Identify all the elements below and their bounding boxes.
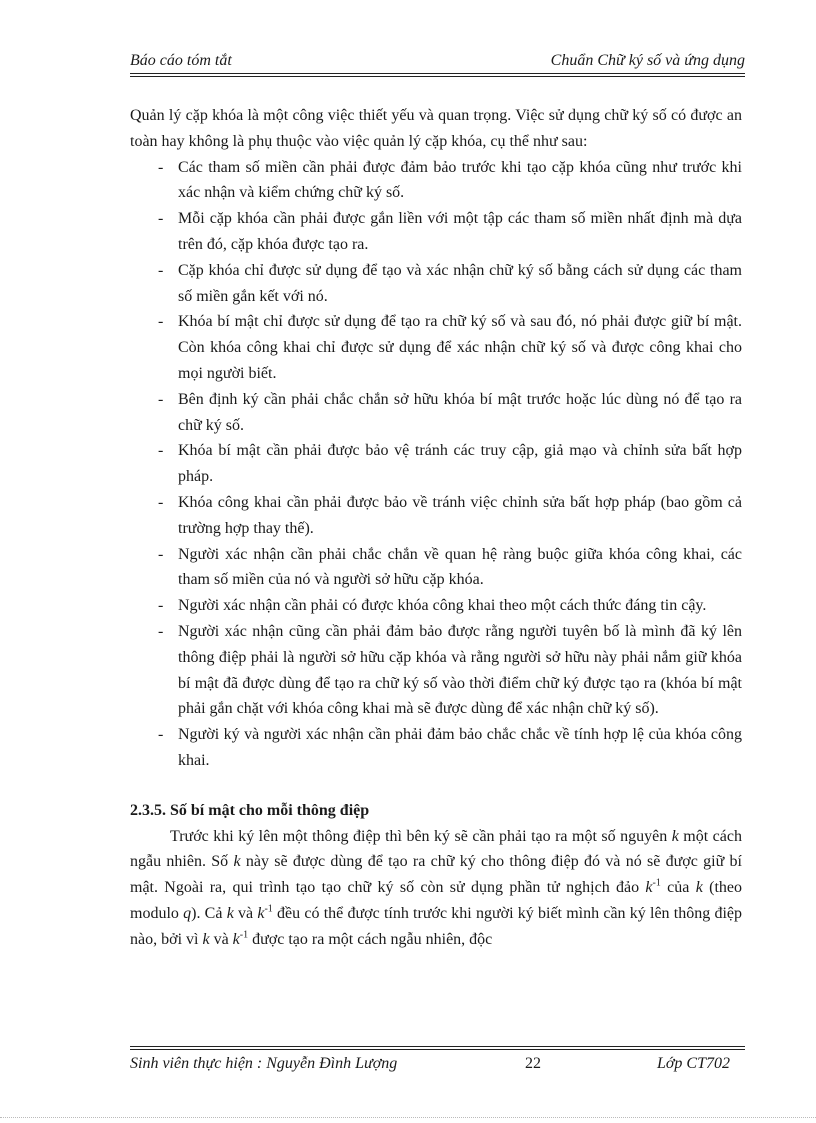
text-run: đều có thể được tính trước khi người ký biết mình cần ký lên thông điệp nào, bởi vì (130, 904, 742, 948)
bullet-dash: - (158, 493, 164, 511)
footer-student: Sinh viên thực hiện : Nguyễn Đình Lượng (130, 1055, 398, 1072)
text-run: (theo modulo (130, 879, 742, 922)
bullet-dash: - (158, 158, 164, 176)
list-item (130, 490, 742, 542)
intro-paragraph: Quản lý cặp khóa là một công việc thiết yếu và quan trọng. Việc sử dụng chữ ký số có được an toàn hay không là phụ thuộc vào việc quản lý cặp khóa, cụ thể như sau: (130, 107, 742, 150)
text-run: này sẽ được dùng để tạo ra chữ ký cho thông điệp đó và nó sẽ được giữ bí mật. Ngoài ra, qui trình tạo tạo chữ ký số còn sử dụng phần tử nghịch đảo (130, 853, 742, 897)
var-k: k (257, 904, 265, 922)
page-boundary (0, 1117, 816, 1118)
section-paragraph (130, 824, 742, 953)
bullet-dash: - (158, 442, 164, 460)
list-item (130, 542, 742, 594)
bullet-dash: - (158, 622, 164, 640)
list-item-text: Người xác nhận cần phải chắc chắn về quan hệ ràng buộc giữa khóa công khai, các tham số miền của nó và người sở hữu cặp khóa. (178, 545, 742, 589)
list-item-text: Người xác nhận cũng cần phải đảm bảo được rằng người tuyên bố là mình đã ký lên thông điệp phải là người sở hữu cặp khóa và rằng người sở hữu này phải nắm giữ khóa bí mật đã được dùng để tạo ra chữ ký số vào thời điểm chữ ký được tạo ra (khóa bí mật phải gắn chặt với khóa công khai mà sẽ được dùng để xác nhận chữ ký số). (178, 622, 742, 718)
superscript: -1 (652, 877, 661, 889)
footer-rule (130, 1046, 745, 1047)
list-item (130, 258, 742, 310)
superscript: -1 (239, 929, 249, 941)
page-header (130, 51, 745, 71)
text-run: Trước khi ký lên một thông điệp thì bên ký sẽ cần phải tạo ra một số nguyên (170, 827, 672, 845)
list-item (130, 722, 742, 774)
text-run: được tạo ra một cách ngẫu nhiên, độc (248, 930, 493, 948)
list-item-text: Cặp khóa chỉ được sử dụng để tạo và xác nhận chữ ký số bằng cách sử dụng các tham số miền gắn kết với nó. (178, 261, 742, 305)
header-right: Chuẩn Chữ ký số và ứng dụng (550, 52, 745, 69)
list-item-text: Khóa bí mật chỉ được sử dụng để tạo ra chữ ký số và sau đó, nó phải được giữ bí mật. Còn khóa công khai chỉ được sử dụng để xác nhận chữ ký số và được công khai cho mọi người biết. (178, 313, 742, 382)
bullet-dash: - (158, 597, 164, 615)
bullet-dash: - (158, 313, 164, 331)
key-management-list (130, 155, 742, 774)
var-k: k (671, 827, 679, 845)
list-item (130, 155, 742, 207)
text-run: ). Cả (191, 904, 227, 922)
page-body (130, 103, 742, 953)
bullet-dash: - (158, 210, 164, 228)
list-item (130, 619, 742, 722)
list-item-text: Các tham số miền cần phải được đảm bảo trước khi tạo cặp khóa cũng như trước khi xác nhận và kiểm chứng chữ ký số. (178, 158, 742, 202)
header-rule-secondary (130, 76, 745, 77)
list-item (130, 593, 742, 619)
header-left: Báo cáo tóm tắt (130, 52, 232, 69)
list-item (130, 309, 742, 386)
list-item (130, 387, 742, 439)
list-item-text: Khóa công khai cần phải được bảo về tránh việc chỉnh sửa bất hợp pháp (bao gồm cả trường hợp thay thế). (178, 493, 742, 537)
bullet-dash: - (158, 545, 164, 563)
var-k: k (695, 879, 703, 897)
list-item-text: Người ký và người xác nhận cần phải đảm bảo chắc chắc về tính hợp lệ của khóa công khai. (178, 726, 742, 769)
footer-class: Lớp CT702 (656, 1055, 730, 1072)
text-run: của (660, 879, 696, 897)
list-item-text: Khóa bí mật cần phải được bảo vệ tránh các truy cập, giả mạo và chỉnh sửa bất hợp pháp. (178, 442, 742, 486)
var-k: k (645, 879, 653, 897)
page-footer (130, 1054, 730, 1076)
text-run: và (209, 930, 233, 948)
header-rule (130, 73, 745, 74)
list-item-text: Người xác nhận cần phải có được khóa công khai theo một cách thức đáng tin cậy. (178, 597, 707, 615)
bullet-dash: - (158, 726, 164, 744)
var-k: k (226, 904, 234, 922)
list-item-text: Bên định ký cần phải chắc chắn sở hữu khóa bí mật trước hoặc lúc dùng nó để tạo ra chữ ký số. (178, 390, 742, 434)
page-number: 22 (525, 1055, 541, 1072)
bullet-dash: - (158, 390, 164, 408)
section-heading: 2.3.5. Số bí mật cho mỗi thông điệp (130, 801, 370, 819)
superscript: -1 (264, 903, 273, 915)
list-item-text: Mỗi cặp khóa cần phải được gắn liền với một tập các tham số miền nhất định mà dựa trên đó, cặp khóa được tạo ra. (178, 210, 742, 253)
footer-rule-secondary (130, 1049, 745, 1050)
text-run: và (233, 904, 258, 922)
bullet-dash: - (158, 261, 164, 279)
var-k: k (233, 853, 241, 871)
var-k: k (202, 930, 210, 948)
list-item (130, 438, 742, 490)
var-q: q (183, 904, 192, 922)
text-run: một cách ngẫu nhiên. Số (130, 827, 742, 871)
var-k: k (232, 930, 240, 948)
list-item (130, 206, 742, 258)
